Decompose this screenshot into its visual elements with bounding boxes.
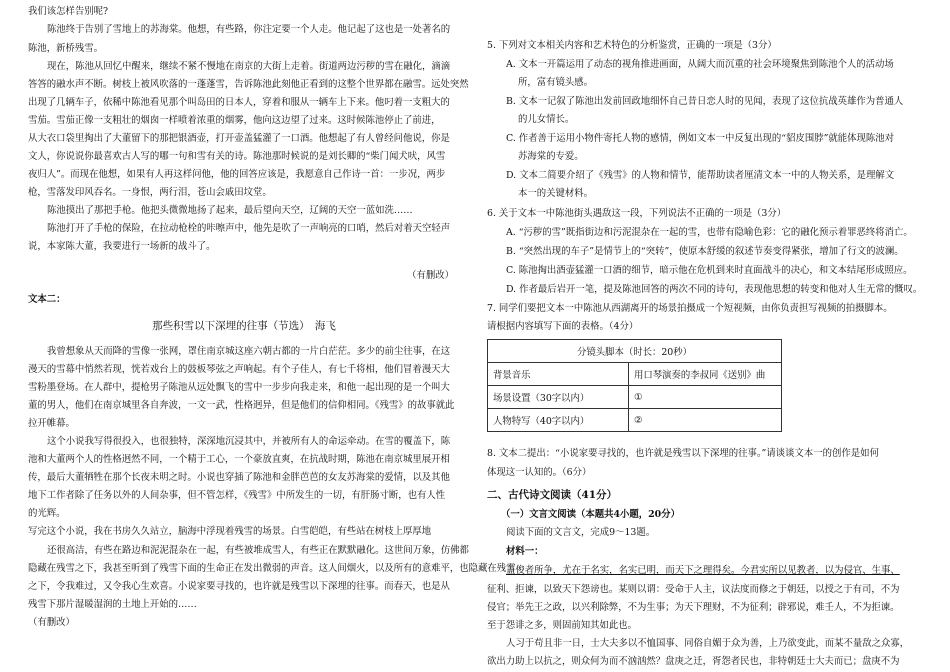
option-line: D. 文本二简要介绍了《残雪》的人物和情节，能帮助读者厘清文本一中的人物关系，是理解文 bbox=[506, 170, 895, 181]
text-line: 写完这个小说，我在书房久久站立，脑海中浮现着残雪的场景。白雪皑皑，有些站在树枝上厚厚地 bbox=[28, 526, 432, 537]
question-6: 6. 关于文本一中陈池街头遇敌这一段，下列说法不正确的一项是（3分） bbox=[487, 208, 787, 219]
material-label: 材料一： bbox=[506, 546, 544, 557]
text-line: 的光辉。 bbox=[28, 508, 66, 519]
text-line: 还很高洁，有些在路边和泥泥混杂在一起，有些被堆成雪人，有些正在默默融化。这世间万象，仿佛都 bbox=[47, 545, 469, 556]
text-line: 陈池打开了手枪的保险，在拉动枪栓的咔嚓声中，他先是吹了一声响亮的口哨，然后对着天空轻声 bbox=[47, 223, 451, 234]
text-line: 说，本家陈大董，我要进行一场新的战斗了。 bbox=[28, 241, 216, 252]
table-header: 分镜头脚本（时长：20秒） bbox=[488, 340, 782, 363]
subsection-heading: （一）文言文阅读（本题共4小题，20分） bbox=[501, 509, 680, 520]
text-line: 从大衣口袋里掏出了大董留下的那把银酒壶，打开壶盖猛灌了一口酒。他想起了有人曾经问他说，你是 bbox=[28, 133, 450, 144]
option-line: 所，富有镜头感。 bbox=[518, 77, 594, 88]
table-cell: 用口琴演奏的李叔同《送别》曲 bbox=[629, 363, 782, 386]
text-line: 地下工作者除了任务以外的人间杂事，但不管怎样，《残雪》中所发生的一切，有肝肠寸断，也有人性 bbox=[28, 490, 446, 501]
text-line: 陈池，新桥残雪。 bbox=[28, 43, 104, 54]
question-7-instruction: 请根据内容填写下面的表格。（4分） bbox=[487, 321, 639, 332]
text-line: 文人，你说说你最喜欢古人写的哪一句和雪有关的诗。陈池那时候说的是刘长卿的“柴门闻犬吠，风雪 bbox=[28, 151, 446, 162]
text-line: 盖俊者所争，尤在于名实，名实已明，而天下之理得矣。今君实所以见教者，以为侵官、生事、 bbox=[506, 565, 900, 576]
text-line: 侵官；举先王之政，以兴利除弊，不为生事；为天下理财，不为征利；辟邪说，难壬人，不为拒谏。 bbox=[487, 602, 900, 613]
text-line: 陈池终于告别了雪地上的苏海棠。他想，有些路，你注定要一个人走。他记起了这也是一处著名的 bbox=[47, 24, 451, 35]
text-line: 枪，雪落发印风吞名。一身恨，两行泪，苍山会戚田坟堂。 bbox=[28, 187, 272, 198]
source-note: （有删改） bbox=[407, 270, 454, 281]
right-column bbox=[487, 0, 923, 672]
text-line: 拉开帷幕。 bbox=[28, 418, 75, 429]
option-line: C. 作者善于运用小物件寄托人物的感情，例如文本一中反复出现的“貂皮围脖”就能体现陈池对 bbox=[506, 133, 895, 144]
section-heading: 文本二： bbox=[28, 294, 66, 305]
text-line: 之下，令我难过，又令我心生欢喜。小说家要寻找的，也许就是残雪以下深埋的往事。而春天，也是从 bbox=[28, 581, 450, 592]
text-line: 夜归人”。而现在他想，如果有人再这样问他，他的回答应该是，我愿意自己作诗一首：一步况，两步 bbox=[28, 169, 446, 180]
text-line: 我曾想象从天而降的雪像一张网，罩住南京城这座六朝古都的一片白茫茫。多少的前尘往事，在这 bbox=[47, 346, 451, 357]
text-line: 隐藏在残雪之下，我甚至听到了残雪下面的生命正在发出微弱的声音。这人间烟火，以及所有的意难平，也隐藏在残雪 bbox=[28, 563, 516, 574]
storyboard-table bbox=[487, 339, 782, 432]
text-line: 残雪下那片湿暖湿润的土地上开始的…… bbox=[28, 599, 197, 610]
text-line: 池和大董两个人的性格迥然不同，一个精于工心，一个豪放直爽，在抗战时期，陈池在南京城里展开相 bbox=[28, 454, 450, 465]
text-line: 人习于苟且非一日，士大夫多以不恤国事、同俗自媚于众为善，上乃欲变此，而某不量敌之众寡， bbox=[506, 638, 910, 649]
text-line: 这个小说我写得很投入，也很独特，深深地沉浸其中，并被所有人的命运牵动。在雪的覆盖下，陈 bbox=[47, 436, 451, 447]
option-line: 的儿女情长。 bbox=[518, 114, 575, 125]
option-line: B. 文本一记叙了陈池出发前回政地细怀自己昔日恋人时的见闻，表现了这位抗战英雄作为普通人 bbox=[506, 96, 904, 107]
text-line: 董的男人，他们在南京城里各自奔波，一文一武，性格迥异，但是他们的信仰相同。《残雪》的故事就此 bbox=[28, 400, 455, 411]
text-line: 欲出力助上以抗之，则众何为而不汹汹然？盘庚之迁，胥怨者民也，非特朝廷士大夫而已；盘庚不为 bbox=[487, 656, 900, 667]
option-line: C. 陈池掏出酒壶猛灌一口酒的细节，暗示他在危机到来时直面战斗的决心，和文本结尾形成照应。 bbox=[506, 265, 913, 276]
option-line: A. “污秽的雪”既指街边和污泥混杂在一起的雪，也带有隐喻色彩：它的融化预示着罪恶终将消亡。 bbox=[506, 227, 913, 238]
text-line: 传，最后大董牺牲在那个长夜未明之时。小说也穿插了陈池和金胖芭芭的女友苏海棠的爱情，以及其他 bbox=[28, 472, 450, 483]
text-line: 现在，陈池从回忆中醒来，继续不紧不慢地在南京的大街上走着。街道两边污秽的雪在融化，滴滴 bbox=[47, 61, 451, 72]
question-8-line: 体现这一认知的。（6分） bbox=[487, 467, 592, 478]
table-cell: 人物特写（40字以内） bbox=[488, 409, 629, 432]
table-row bbox=[488, 363, 782, 386]
table-row bbox=[488, 409, 782, 432]
text-line: 漫天的雪幕中悄然若现，恍若戏台上的鼓板琴弦之声响起。有个子佳人，有七千将相，他们冒着漫天大 bbox=[28, 364, 450, 375]
instruction-line: 阅读下面的文言文，完成9～13题。 bbox=[506, 527, 656, 538]
answer-cell[interactable]: ① bbox=[629, 386, 782, 409]
table-row bbox=[488, 340, 782, 363]
text-line: 出现了几辆车子，依稀中陈池看见那个叫岛田的日本人，穿着和服从一辆车上下来。他叼着一支粗大的 bbox=[28, 97, 450, 108]
question-5: 5. 下列对文本相关内容和艺术特色的分析鉴赏，正确的一项是（3分） bbox=[487, 40, 777, 51]
table-row bbox=[488, 386, 782, 409]
question-7: 7. 同学们要把文本一中陈池从西湖离开的场景拍摄成一个短视频，由你负责担写视频的拍摄脚本。 bbox=[487, 303, 893, 314]
question-8: 8. 文本二提出：“小说家要寻找的，也许就是残雪以下深埋的往事。”请谈谈文本一的创作是如何 bbox=[487, 448, 879, 459]
article-title: 那些积雪以下深埋的往事（节选） 海飞 bbox=[152, 320, 336, 332]
text-line: 答答的融水声不断。树枝上被风吹落的一蓬蓬雪，告诉陈池此刻他正看到的这整个世界都在融雪。远处突然 bbox=[28, 79, 469, 90]
text-line: 我们该怎样告别呢? bbox=[28, 6, 109, 17]
text-line: 雪茄。雪茄正像一支粗壮的烟囱一样喷着浓重的烟雾，他向这边望了过来。这时候陈池停止了前进， bbox=[28, 115, 441, 126]
option-line: B. “突然出现的车子”是情节上的“突转”，使原本舒缓的叙述节奏变得紧张，增加了行文的波澜。 bbox=[506, 246, 904, 257]
text-line: 至于怨诽之多，则固前知其如此也。 bbox=[487, 620, 638, 631]
text-line: 征利、拒谏，以致天下怨谤也。某则以谓：受命于人主，议法度而修之于朝廷，以授之于有司，不为 bbox=[487, 584, 900, 595]
text-line: （有删改） bbox=[28, 617, 75, 628]
section-heading: 二、古代诗文阅读（41分） bbox=[487, 489, 618, 501]
text-line: 雪粉墨登场。在人群中，提枪男子陈池从远处飘飞的雪中一步步向我走来，和他一起出现的是一个叫大 bbox=[28, 382, 450, 393]
option-line: A. 文本一开篇运用了动态的视角推进画面，从阔大而沉重的社会环境聚焦到陈池个人的活动场 bbox=[506, 59, 894, 70]
table-cell: 背景音乐 bbox=[488, 363, 629, 386]
option-line: 本一的关键材料。 bbox=[518, 188, 594, 199]
option-line: D. 作者最后岩开一笔，提及陈池回答的两次不同的诗句，表现他思想的转变和他对人生无常的慨叹。 bbox=[506, 284, 923, 295]
text-line: 陈池摸出了那把手枪。他把头微微地扬了起来，最后望向天空，辽阔的天空一蓝如洗…… bbox=[47, 205, 413, 216]
option-line: 苏海棠的专爱。 bbox=[518, 151, 584, 162]
answer-cell[interactable]: ② bbox=[629, 409, 782, 432]
table-cell: 场景设置（30字以内） bbox=[488, 386, 629, 409]
